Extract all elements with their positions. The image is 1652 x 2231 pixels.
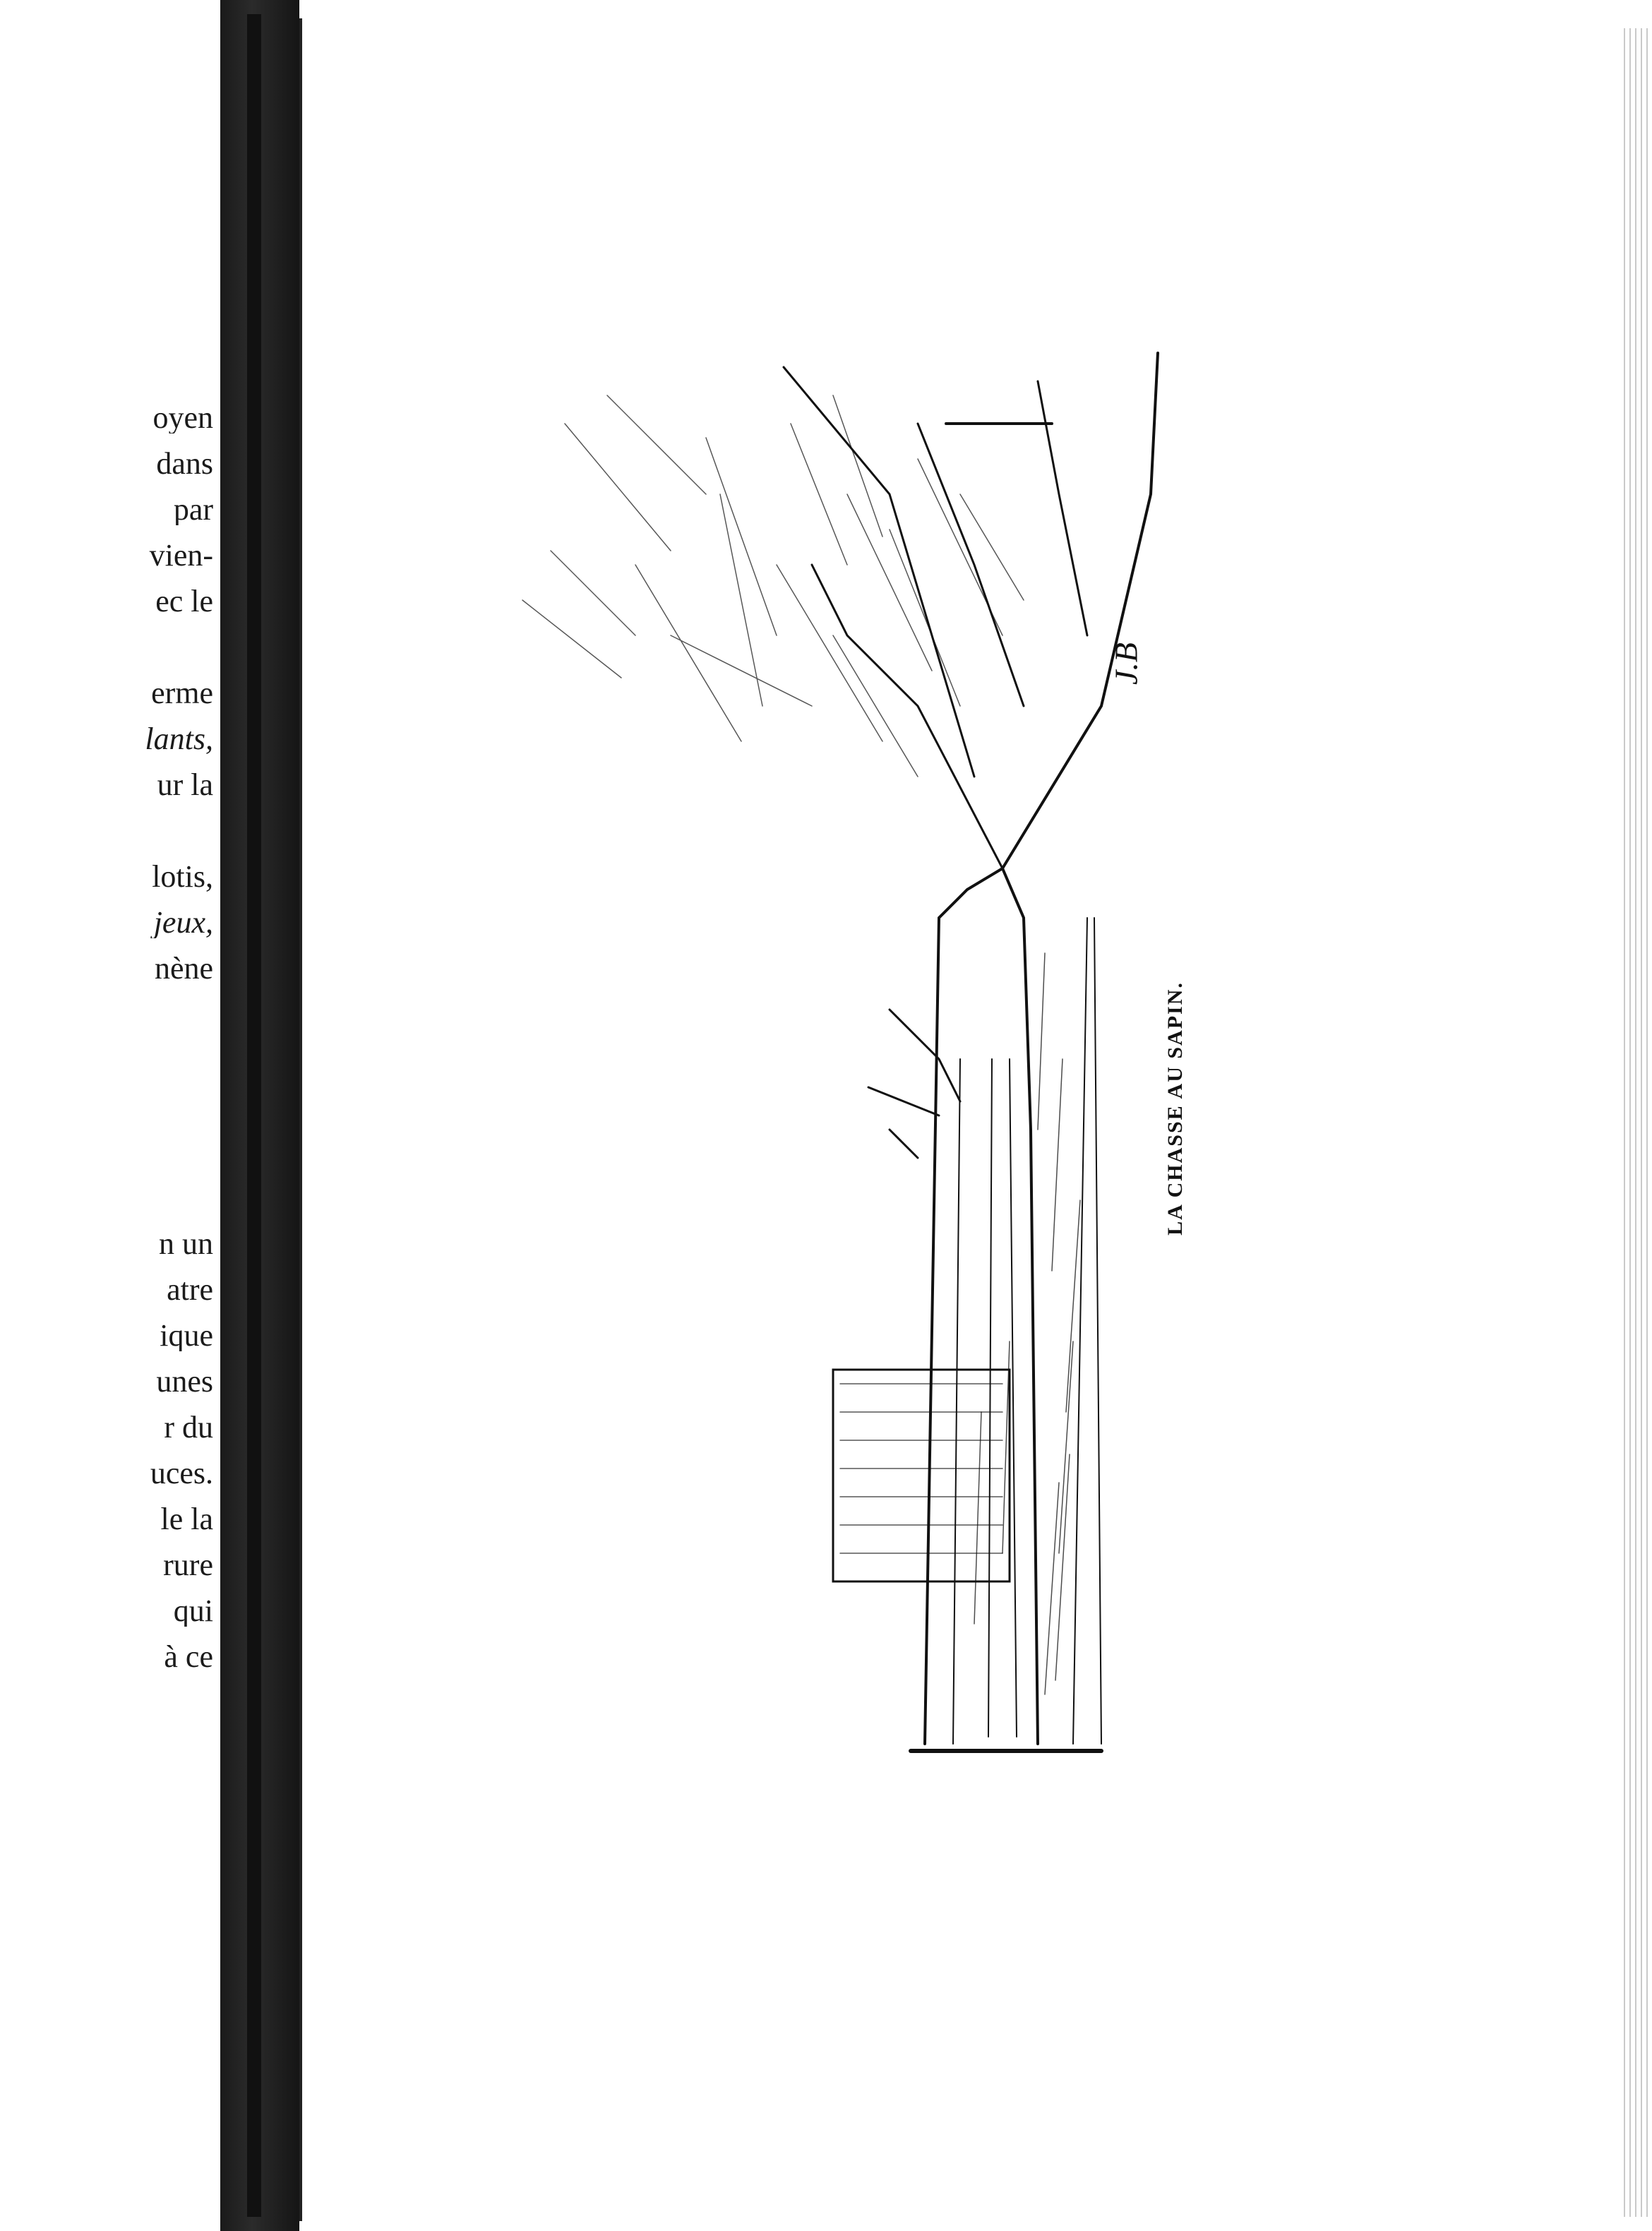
left-text-line: ec le [155,586,213,617]
left-text-line: nène [154,953,213,984]
left-text-line: jeux, [153,907,213,938]
left-text-line: lotis, [152,861,213,892]
tree-trunk-right-edge [1002,868,1038,1744]
tree-top [1002,353,1158,868]
illustration-caption: LA CHASSE AU SAPIN. [1163,981,1187,1236]
foliage-hatching [522,395,1024,777]
left-text-line: le la [160,1504,213,1535]
artist-signature: J.B [1108,642,1144,686]
left-text-line: uces. [150,1458,213,1489]
left-text-line: atre [167,1274,213,1305]
left-text-line: ique [160,1320,213,1351]
left-text-line: r du [164,1412,213,1443]
left-text-line: vien- [149,540,213,571]
left-text-line: par [173,494,213,525]
climber-figure [890,1010,960,1101]
left-text-line: unes [156,1366,213,1397]
left-text-line: n un [159,1228,213,1260]
basket-shelter [833,1370,1010,1581]
left-text-line: à ce [164,1641,213,1673]
left-text-line: lants, [145,724,213,755]
left-text-line: dans [156,448,213,479]
left-text-line: erme [151,678,213,709]
left-text-line: qui [173,1596,213,1627]
left-text-line: rure [163,1550,213,1581]
left-text-line: ur la [157,770,213,801]
left-text-line: oyen [152,402,213,433]
